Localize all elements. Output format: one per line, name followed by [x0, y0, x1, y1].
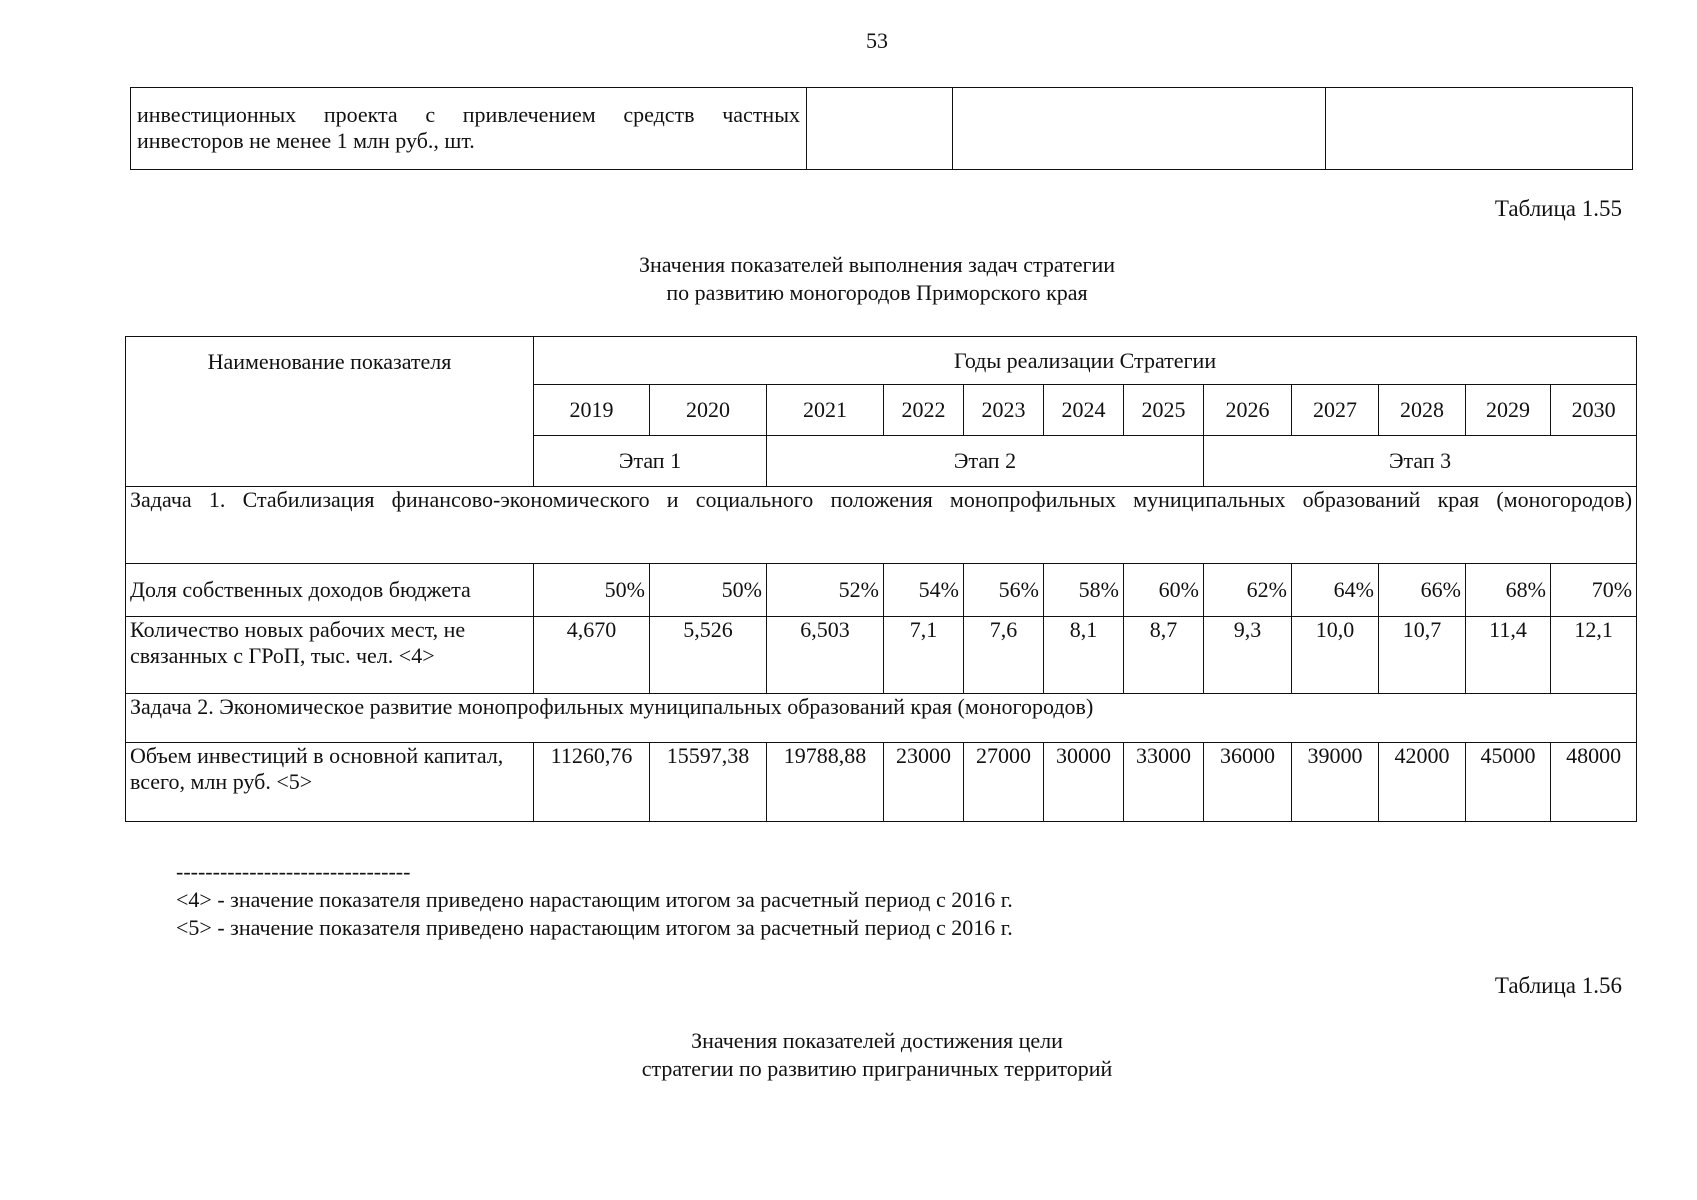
year-cell: 2020 — [650, 385, 767, 436]
value-cell: 9,3 — [1204, 617, 1292, 694]
year-cell: 2027 — [1292, 385, 1379, 436]
footnotes — [176, 858, 1013, 942]
continued-table — [130, 87, 1633, 170]
footnote-divider: -------------------------------- — [176, 859, 411, 884]
task-row — [126, 694, 1637, 743]
value-cell: 36000 — [1204, 743, 1292, 822]
value-cell: 12,1 — [1551, 617, 1637, 694]
table-row — [126, 564, 1637, 617]
title-line: стратегии по развитию приграничных территорий — [641, 1056, 1113, 1081]
value-cell: 70% — [1551, 564, 1637, 617]
indicator-name-cell: инвестиционных проекта с привлечением средств частных инвесторов не менее 1 млн руб., шт. — [131, 88, 807, 170]
value-cell: 45000 — [1466, 743, 1551, 822]
empty-cell — [953, 88, 1326, 170]
title-line: по развитию моногородов Приморского края — [666, 280, 1088, 305]
title-line: Значения показателей достижения цели — [691, 1028, 1063, 1053]
task-1-text: Задача 1. Стабилизация финансово-экономического и социального положения монопрофильных муниципальных образований края (моногородов) — [130, 487, 1633, 512]
value-cell: 50% — [650, 564, 767, 617]
value-cell: 11260,76 — [534, 743, 650, 822]
value-cell: 11,4 — [1466, 617, 1551, 694]
value-cell: 30000 — [1044, 743, 1124, 822]
value-cell: 50% — [534, 564, 650, 617]
task-1-heading — [126, 487, 1637, 564]
value-cell: 39000 — [1292, 743, 1379, 822]
value-cell: 52% — [767, 564, 884, 617]
table-row — [126, 743, 1637, 822]
value-cell: 33000 — [1124, 743, 1204, 822]
empty-cell — [807, 88, 953, 170]
indicator-name: Количество новых рабочих мест, не связанных с ГРоП, тыс. чел. <4> — [126, 617, 534, 694]
value-cell: 4,670 — [534, 617, 650, 694]
footnote-4: <4> - значение показателя приведено нарастающим итогом за расчетный период с 2016 г. — [176, 887, 1013, 912]
value-cell: 58% — [1044, 564, 1124, 617]
header-name: Наименование показателя — [126, 337, 534, 487]
value-cell: 23000 — [884, 743, 964, 822]
value-cell: 56% — [964, 564, 1044, 617]
task-2-text: Задача 2. Экономическое развитие монопрофильных муниципальных образований края (моногородов) — [130, 694, 1094, 719]
title-line: Значения показателей выполнения задач стратегии — [638, 252, 1116, 277]
value-cell: 60% — [1124, 564, 1204, 617]
year-cell: 2029 — [1466, 385, 1551, 436]
indicator-name: Объем инвестиций в основной капитал, всего, млн руб. <5> — [126, 743, 534, 822]
value-cell: 54% — [884, 564, 964, 617]
year-cell: 2019 — [534, 385, 650, 436]
value-cell: 7,1 — [884, 617, 964, 694]
value-cell: 62% — [1204, 564, 1292, 617]
value-cell: 8,7 — [1124, 617, 1204, 694]
header-years: Годы реализации Стратегии — [534, 337, 1637, 385]
year-cell: 2023 — [964, 385, 1044, 436]
table-title-155 — [0, 251, 1697, 307]
table-caption-156: Таблица 1.56 — [1494, 973, 1622, 998]
task-row — [126, 487, 1637, 564]
table-row — [126, 617, 1637, 694]
value-cell: 68% — [1466, 564, 1551, 617]
stage-cell: Этап 2 — [767, 436, 1204, 487]
value-cell: 19788,88 — [767, 743, 884, 822]
header-row — [126, 337, 1637, 385]
value-cell: 27000 — [964, 743, 1044, 822]
value-cell: 8,1 — [1044, 617, 1124, 694]
year-cell: 2030 — [1551, 385, 1637, 436]
footnote-5: <5> - значение показателя приведено нарастающим итогом за расчетный период с 2016 г. — [176, 915, 1013, 940]
value-cell: 15597,38 — [650, 743, 767, 822]
value-cell: 10,7 — [1379, 617, 1466, 694]
year-cell: 2022 — [884, 385, 964, 436]
stage-cell: Этап 3 — [1204, 436, 1637, 487]
value-cell: 64% — [1292, 564, 1379, 617]
indicators-table — [125, 336, 1637, 822]
page-number: 53 — [866, 28, 888, 53]
year-cell: 2025 — [1124, 385, 1204, 436]
year-cell: 2028 — [1379, 385, 1466, 436]
task-2-heading — [126, 694, 1637, 743]
value-cell: 5,526 — [650, 617, 767, 694]
value-cell: 6,503 — [767, 617, 884, 694]
value-cell: 10,0 — [1292, 617, 1379, 694]
empty-cell — [1326, 88, 1633, 170]
year-cell: 2021 — [767, 385, 884, 436]
indicator-name: Доля собственных доходов бюджета — [126, 564, 534, 617]
year-cell: 2026 — [1204, 385, 1292, 436]
table-title-156 — [0, 1027, 1697, 1083]
year-cell: 2024 — [1044, 385, 1124, 436]
value-cell: 48000 — [1551, 743, 1637, 822]
table-caption-155: Таблица 1.55 — [1494, 196, 1622, 221]
table-row — [131, 88, 1633, 170]
stage-cell: Этап 1 — [534, 436, 767, 487]
value-cell: 66% — [1379, 564, 1466, 617]
value-cell: 7,6 — [964, 617, 1044, 694]
value-cell: 42000 — [1379, 743, 1466, 822]
